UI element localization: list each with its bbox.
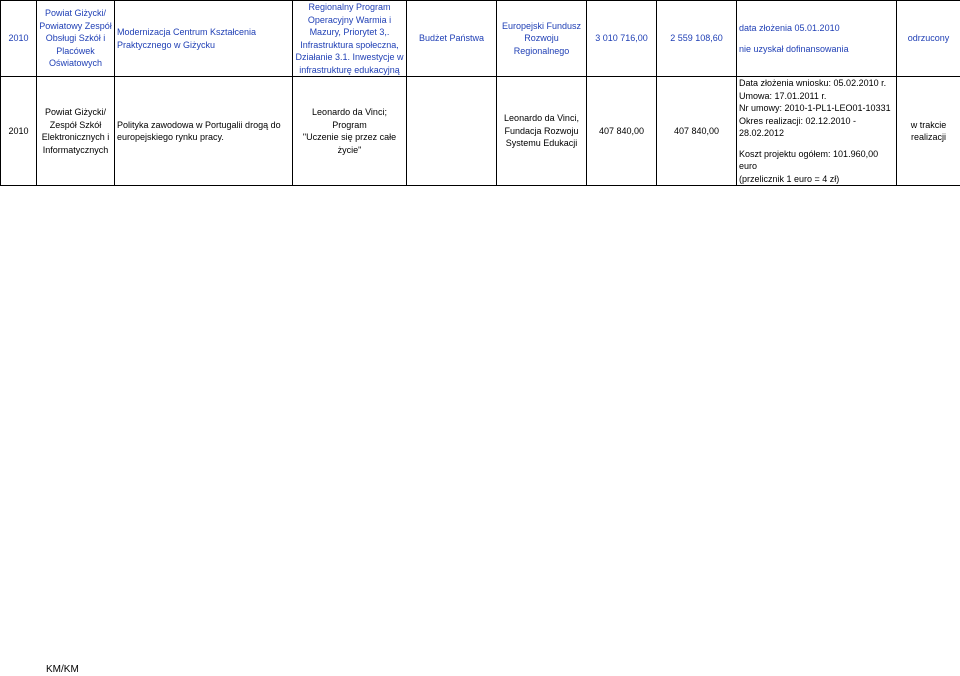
project-title-cell: Modernizacja Centrum Kształcenia Praktycznego w Giżycku [115,1,293,77]
program-cell: Leonardo da Vinci; Program "Uczenie się przez całe życie" [293,77,407,186]
project-title-cell: Polityka zawodowa w Portugalii drogą do europejskiego rynku pracy. [115,77,293,186]
fund-cell: Leonardo da Vinci, Fundacja Rozwoju Systemu Edukacji [497,77,587,186]
total-value-cell: 3 010 716,00 [587,1,657,77]
footer-initials: KM/KM [46,664,79,675]
funding-source-cell: Budżet Państwa [407,1,497,77]
details-cell: Data złożenia wniosku: 05.02.2010 r. Umowa: 17.01.2011 r. Nr umowy: 2010-1-PL1-LEO01-10331 Okres realizacji: 02.12.2010 - 28.02.2012 Koszt projektu ogółem: 101.960,00 euro (przelicznik 1 euro = 4 zł) [737,77,897,186]
year-cell: 2010 [1,1,37,77]
funding-source-cell [407,77,497,186]
year-cell: 2010 [1,77,37,186]
projects-table [0,0,960,186]
grant-value-cell: 2 559 108,60 [657,1,737,77]
status-cell: w trakcie realizacji [897,77,960,186]
table-row [1,77,960,186]
beneficiary-cell: Powiat Giżycki/ Powiatowy Zespół Obsługi Szkół i Placówek Oświatowych [37,1,115,77]
table-row [1,1,960,77]
program-cell: Regionalny Program Operacyjny Warmia i Mazury, Priorytet 3,. Infrastruktura społeczna, Działanie 3.1. Inwestycje w infrastrukturę edukacyjną [293,1,407,77]
total-value-cell: 407 840,00 [587,77,657,186]
fund-cell: Europejski Fundusz Rozwoju Regionalnego [497,1,587,77]
beneficiary-cell: Powiat Giżycki/ Zespół Szkół Elektronicznych i Informatycznych [37,77,115,186]
status-cell: odrzucony [897,1,960,77]
grant-value-cell: 407 840,00 [657,77,737,186]
details-cell: data złożenia 05.01.2010 nie uzyskał dofinansowania [737,1,897,77]
